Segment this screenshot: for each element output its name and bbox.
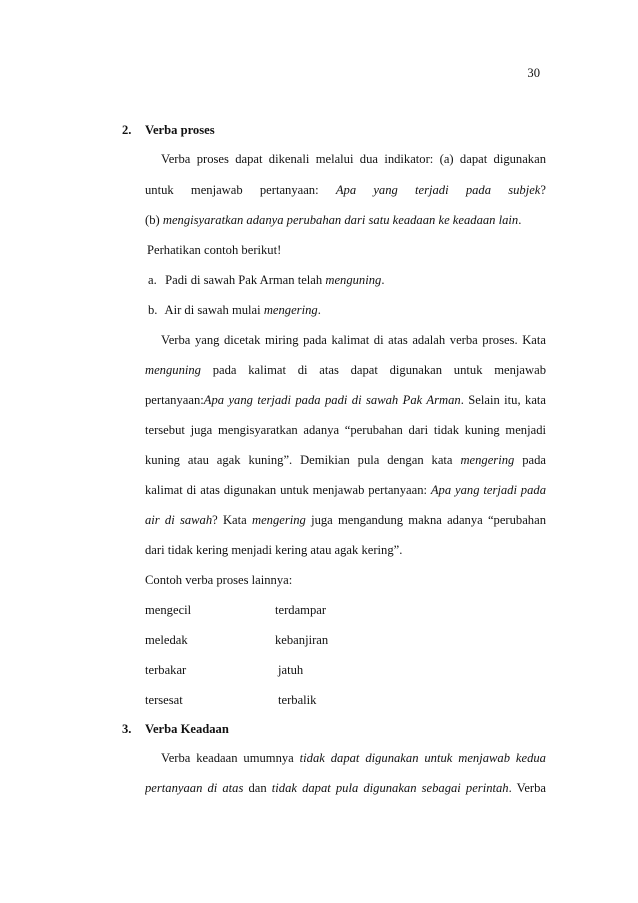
- s2-p2-l5-end: pada: [522, 453, 546, 467]
- s2-p1-l2-text: untuk menjawab pertanyaan:: [145, 183, 319, 197]
- s2-p1-line3: [145, 212, 546, 228]
- s2-p2-line5: [145, 452, 546, 469]
- s2-p2-l5-text: kuning atau agak kuning”. Demikian pula dengan kata: [145, 453, 453, 467]
- section-2-number: 2.: [122, 123, 132, 137]
- s2-p2-line7: [145, 512, 546, 529]
- s2-p2-line1: Verba yang dicetak miring pada kalimat di atas adalah verba proses. Kata: [161, 333, 546, 347]
- s2-p2-l2-text: pada kalimat di atas dapat digunakan untuk menjawab: [212, 363, 546, 377]
- verb-left-3: terbakar: [145, 663, 187, 677]
- s2-p2-line6: [145, 482, 546, 499]
- s2-p2-line2: [145, 362, 546, 379]
- s2-p2-l7-text: ? Kata: [212, 513, 247, 527]
- s2-p2-line8: dari tidak kering menjadi kering atau agak kering”.: [145, 543, 403, 557]
- s3-p1-l1-italic: tidak dapat digunakan untuk menjawab kedua: [299, 751, 546, 765]
- verb-right-3: jatuh: [278, 663, 304, 677]
- example-b: [148, 302, 549, 318]
- s2-p2-line4: tersebut juga mengisyaratkan adanya “perubahan dari tidak kuning menjadi: [145, 423, 546, 437]
- s2-p2-l7-italic: air di sawah: [145, 513, 213, 527]
- example-a-label: a.: [148, 273, 157, 287]
- s3-p1-l2-end: . Verba: [508, 781, 546, 795]
- s2-p2-l2-italic: menguning: [145, 363, 201, 377]
- s2-p2-l7-verb: mengering: [251, 513, 306, 527]
- verb-left-4: tersesat: [145, 693, 183, 707]
- section-2-title: Verba proses: [145, 123, 215, 137]
- s2-p1-l3-end: .: [518, 213, 522, 227]
- s2-p1-line1: Verba proses dapat dikenali melalui dua indikator: (a) dapat digunakan: [161, 152, 546, 166]
- verb-right-4: terbalik: [278, 693, 317, 707]
- s3-p1-l2-italic2: tidak dapat pula digunakan sebagai perintah: [271, 781, 509, 795]
- s2-p1-line2: [145, 182, 546, 199]
- page-number: 30: [527, 66, 540, 80]
- example-b-text: Air di sawah mulai: [164, 303, 261, 317]
- s2-p1-l3-label: (b): [145, 213, 160, 227]
- s2-intro: Perhatikan contoh berikut!: [147, 243, 282, 257]
- example-b-verb: mengering: [263, 303, 318, 317]
- s2-p2-l3-italic: Apa yang terjadi pada padi di sawah Pak Arman: [203, 393, 461, 407]
- s2-p2-line3: [145, 392, 546, 409]
- example-a-text: Padi di sawah Pak Arman telah: [165, 273, 323, 287]
- section-2-heading: [122, 122, 523, 138]
- s2-p2-l3-text: pertanyaan:: [145, 393, 204, 407]
- example-b-label: b.: [148, 303, 158, 317]
- s2-p2-l6-text: kalimat di atas digunakan untuk menjawab pertanyaan:: [145, 483, 427, 497]
- s2-p2-l6-italic: Apa yang terjadi pada: [430, 483, 546, 497]
- s3-p1-line2: [145, 780, 546, 797]
- verb-left-2: meledak: [145, 633, 188, 647]
- s2-p1-l2-end: ?: [540, 183, 546, 197]
- s2-p2-l5-italic: mengering: [460, 453, 515, 467]
- example-a-end: .: [381, 273, 385, 287]
- s3-p1-l2-italic: pertanyaan di atas: [145, 781, 244, 795]
- section-3-number: 3.: [122, 722, 132, 736]
- verb-right-2: kebanjiran: [275, 633, 329, 647]
- s2-list-intro: Contoh verba proses lainnya:: [145, 573, 293, 587]
- verb-left-1: mengecil: [145, 603, 192, 617]
- verb-right-1: terdampar: [275, 603, 327, 617]
- s2-p2-l3-end: . Selain itu, kata: [460, 393, 546, 407]
- example-a: [148, 272, 549, 288]
- example-b-end: .: [317, 303, 321, 317]
- section-3-title: Verba Keadaan: [145, 722, 229, 736]
- s3-p1-l2-text: dan: [248, 781, 267, 795]
- example-a-verb: menguning: [325, 273, 382, 287]
- section-3-heading: [122, 721, 523, 737]
- s2-p2-l7-end: juga mengandung makna adanya “perubahan: [311, 513, 546, 527]
- s2-p1-l3-italic: mengisyaratkan adanya perubahan dari satu keadaan ke keadaan lain: [162, 213, 519, 227]
- s2-p1-l2-italic: Apa yang terjadi pada subjek: [335, 183, 541, 197]
- s3-p1-line1: [145, 750, 546, 767]
- s3-p1-l1-text: Verba keadaan umumnya: [161, 751, 294, 765]
